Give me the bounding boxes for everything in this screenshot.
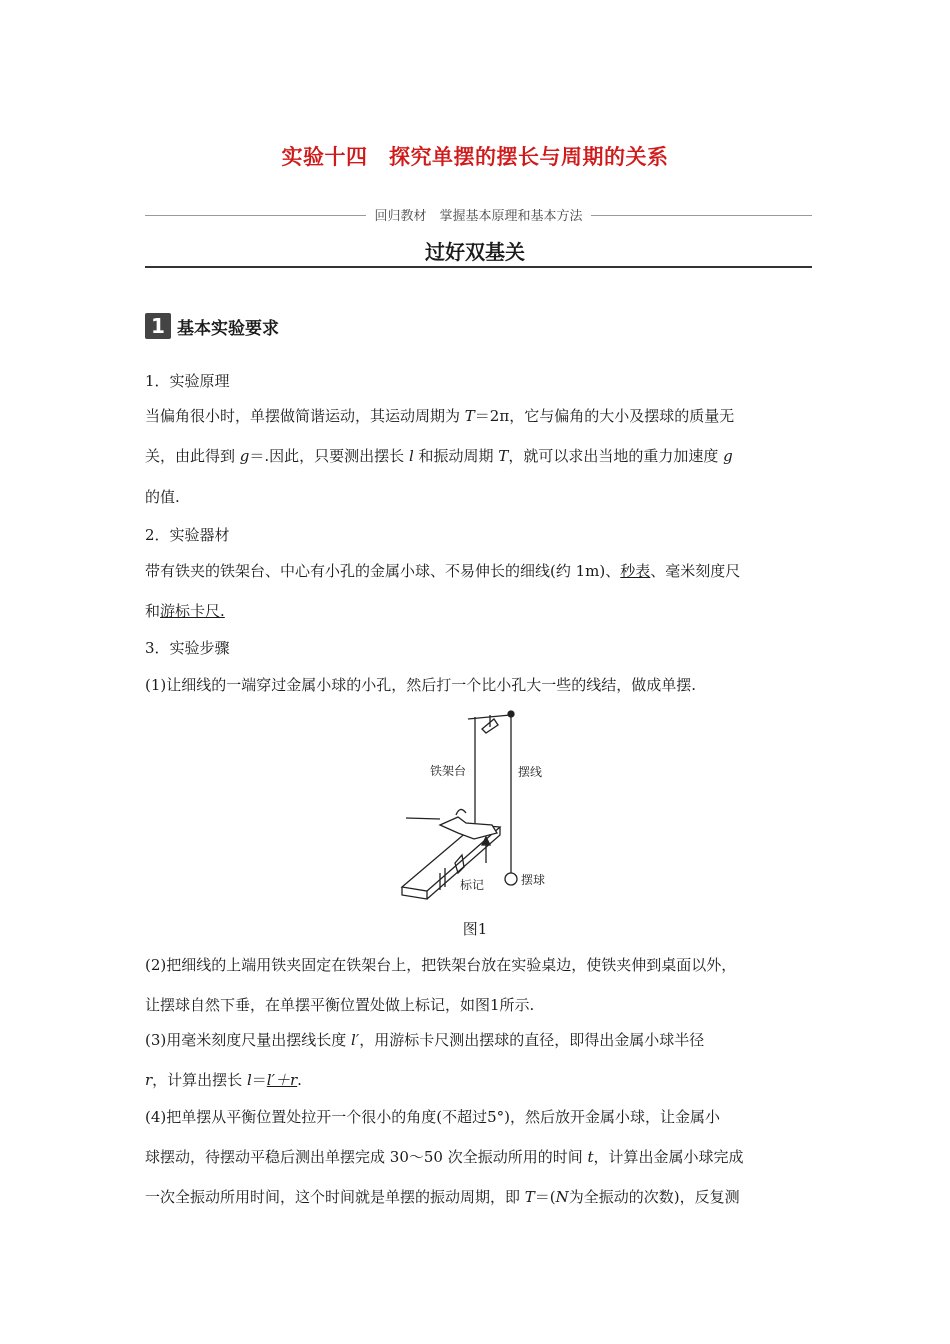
section-title: 基本实验要求	[177, 318, 279, 339]
equipment-line-2: 和游标卡尺.	[145, 602, 225, 620]
heading-steps: 3．实验步骤	[145, 639, 230, 657]
label-mark: 标记	[460, 878, 485, 892]
label-stand: 铁架台	[430, 764, 467, 778]
step-3-line-2: r，计算出摆长 l＝l′＋r.	[145, 1071, 302, 1089]
pendulum-apparatus-diagram	[400, 705, 560, 900]
principle-line-2: 关，由此得到 g＝.因此，只要测出摆长 l 和振动周期 T，就可以求出当地的重力加速度 g	[145, 447, 733, 465]
subtitle: 过好双基关	[425, 240, 525, 264]
figure-caption: 图1	[462, 920, 488, 938]
page-title: 实验十四 探究单摆的摆长与周期的关系	[281, 145, 669, 169]
step-2-line-1: (2)把细线的上端用铁夹固定在铁架台上，把铁架台放在实验桌边，使铁夹伸到桌面以外，	[145, 956, 737, 974]
section-number-badge: 1	[145, 313, 171, 339]
section-heading	[145, 312, 279, 340]
label-bob: 摆球	[521, 873, 546, 887]
principle-line-1: 当偏角很小时，单摆做简谐运动，其运动周期为 T＝2π，它与偏角的大小及摆球的质量无	[145, 407, 735, 425]
step-4-line-2: 球摆动，待摆动平稳后测出单摆完成 30～50 次全振动所用的时间 t，计算出金属小球完成	[145, 1148, 744, 1166]
step-4-line-1: (4)把单摆从平衡位置处拉开一个很小的角度(不超过5°)，然后放开金属小球，让金属小	[145, 1108, 720, 1126]
banner-text: 回归教材 掌握基本原理和基本方法	[366, 209, 590, 224]
label-string: 摆线	[518, 765, 543, 779]
step-4-line-3: 一次全振动所用时间，这个时间就是单摆的振动周期，即 T＝(N为全振动的次数)，反复测	[145, 1188, 740, 1206]
step-3-line-1: (3)用毫米刻度尺量出摆线长度 l′，用游标卡尺测出摆球的直径，即得出金属小球半径	[145, 1031, 705, 1049]
step-2-line-2: 让摆球自然下垂，在单摆平衡位置处做上标记，如图1所示.	[145, 996, 535, 1014]
section-banner	[145, 204, 812, 226]
heading-principle: 1．实验原理	[145, 372, 230, 390]
heading-equipment: 2．实验器材	[145, 526, 230, 544]
step-1: (1)让细线的一端穿过金属小球的小孔，然后打一个比小孔大一些的线结，做成单摆.	[145, 676, 697, 694]
principle-line-3: 的值.	[145, 488, 180, 506]
subtitle-rule	[145, 266, 812, 268]
equipment-line-1: 带有铁夹的铁架台、中心有小孔的金属小球、不易伸长的细线(约 1m)、秒表、毫米刻度尺	[145, 562, 741, 580]
